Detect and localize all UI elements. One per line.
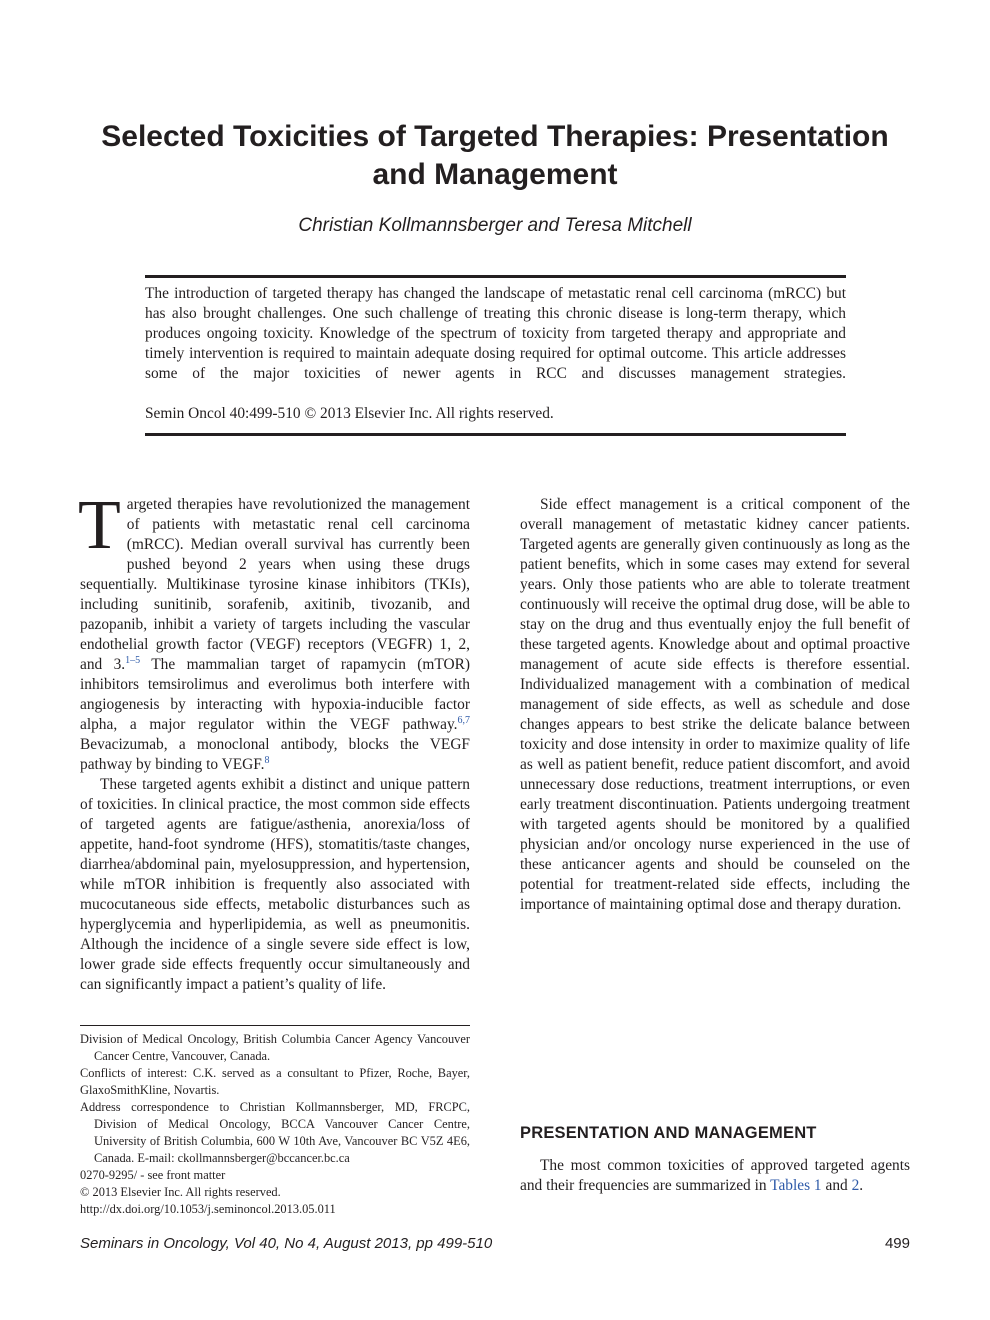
footnotes bbox=[80, 1031, 470, 1218]
section-heading: PRESENTATION AND MANAGEMENT bbox=[520, 1124, 817, 1142]
body-paragraph-3: Side effect management is a critical component of the overall management of metastatic kidney cancer patients. Targeted agents are generally given continuously as long as the patient benefits, which in some cases may extend for several years. Only those patients who are able to tolerate treatment continuously will receive the optimal drug dose, will be able to stay on the drug and thus eventually enjoy the full benefit of these targeted agents. Knowledge about and optimal proactive management of acute side effects is therefore essential. Individualized management with a combination of medical management of side effects, as well as schedule and dose changes appears to best strike the delicate balance between toxicity and dose intensity in order to maximize quality of life as well as patient benefit, reduce patient discomfort, and avoid unnecessary dose reductions, treatment interruptions, or even early treatment discontinuation. Patients undergoing treatment with targeted agents should be monitored by a qualified physician and/or oncology nurse experienced in the use of these anticancer agents and should be counseled on the potential for treatment-related side effects, including the importance of maintaining optimal dose and therapy duration. bbox=[520, 496, 910, 913]
body-paragraph-2: These targeted agents exhibit a distinct and unique pattern of toxicities. In clinical practice, the most common side effects of targeted agents are fatigue/asthenia, anorexia/loss of appetite, hand-foot syndrome (HFS), stomatitis/taste changes, diarrhea/abdominal pain, myelosuppression, and hypertension, while mTOR inhibition is frequently also associated with mucocutaneous side effects, metabolic disturbances such as hyperglycemia and hyperlipidemia, as well as pneumonitis. Although the incidence of a single severe side effect is low, lower grade side effects frequently occur simultaneously and can significantly impact a patient’s quality of life. bbox=[80, 776, 470, 993]
abstract-citation: Semin Oncol 40:499-510 © 2013 Elsevier Inc. All rights reserved. bbox=[145, 405, 554, 422]
page-number: 499 bbox=[884, 1235, 910, 1252]
body-paragraph-1 bbox=[78, 487, 470, 775]
body-text: The most common toxicities of approved targeted agents and their frequencies are summarized in bbox=[520, 1157, 910, 1194]
reference-link[interactable]: 1–5 bbox=[125, 654, 141, 666]
authors: Christian Kollmannsberger and Teresa Mitchell bbox=[298, 215, 692, 236]
footnote-affiliation: Division of Medical Oncology, British Columbia Cancer Agency Vancouver Cancer Centre, Vancouver, Canada. bbox=[80, 1032, 470, 1063]
article-title: Selected Toxicities of Targeted Therapies: Presentation and Management bbox=[101, 120, 889, 191]
footnote-conflicts: Conflicts of interest: C.K. served as a consultant to Pfizer, Roche, Bayer, GlaxoSmithKline, Novartis. bbox=[80, 1066, 470, 1097]
footnote-divider bbox=[80, 1025, 470, 1026]
body-text: The mammalian target of rapamycin (mTOR) inhibitors temsirolimus and everolimus both interfere with angiogenesis by interacting with hypoxia-inducible factor alpha, a major regulator within the VEGF pathway. bbox=[80, 656, 470, 733]
abstract bbox=[145, 275, 846, 436]
abstract-text: The introduction of targeted therapy has changed the landscape of metastatic renal cell carcinoma (mRCC) but has also brought challenges. One such challenge of treating this chronic disease is long-term therapy, which produces ongoing toxicity. Knowledge of the spectrum of toxicity from targeted therapy and appropriate and timely intervention is required to maintain adequate dosing required for optimal outcome. This article addresses some of the major toxicities of newer agents in RCC and discusses management strategies. bbox=[145, 285, 846, 382]
footnote-doi[interactable]: http://dx.doi.org/10.1053/j.seminoncol.2013.05.011 bbox=[80, 1202, 336, 1216]
body-text: argeted therapies have revolutionized the management of patients with metastatic renal cell carcinoma (mRCC). Median overall survival has currently been pushed beyond 2 years when using these drugs sequentially. Multikinase tyrosine kinase inhibitors (TKIs), including sunitinib, sorafenib, axitinib, tivozanib, and pazopanib, inhibit a variety of targets including the vascular endothelial growth factor (VEGF) receptors (VEGFR) 1, 2, and 3. bbox=[80, 496, 470, 673]
drop-cap: T bbox=[78, 487, 121, 564]
table-link[interactable]: 2 bbox=[851, 1177, 860, 1194]
body-text: Bevacizumab, a monoclonal antibody, blocks the VEGF pathway by binding to VEGF. bbox=[80, 736, 470, 773]
section-paragraph bbox=[520, 1156, 910, 1196]
footnote-copyright: © 2013 Elsevier Inc. All rights reserved. bbox=[80, 1185, 281, 1199]
body-column-right bbox=[520, 495, 910, 915]
table-link[interactable]: Tables 1 bbox=[770, 1177, 822, 1194]
body-text: . bbox=[859, 1177, 864, 1194]
reference-link[interactable]: 6,7 bbox=[457, 714, 470, 726]
body-text: and bbox=[821, 1177, 852, 1194]
footnote-address: Address correspondence to Christian Kollmannsberger, MD, FRCPC, Division of Medical Oncology, BCCA Vancouver Cancer Centre, University of British Columbia, 600 W 10th Ave, Vancouver BC V5Z 4E6, Canada. E-mail: ckollmannsberger@bccancer.bc.ca bbox=[80, 1100, 470, 1165]
body-column-left bbox=[78, 487, 470, 995]
journal-footer: Seminars in Oncology, Vol 40, No 4, August 2013, pp 499-510 bbox=[80, 1235, 493, 1252]
reference-link[interactable]: 8 bbox=[264, 754, 270, 766]
footnote-issn: 0270-9295/ - see front matter bbox=[80, 1168, 226, 1182]
